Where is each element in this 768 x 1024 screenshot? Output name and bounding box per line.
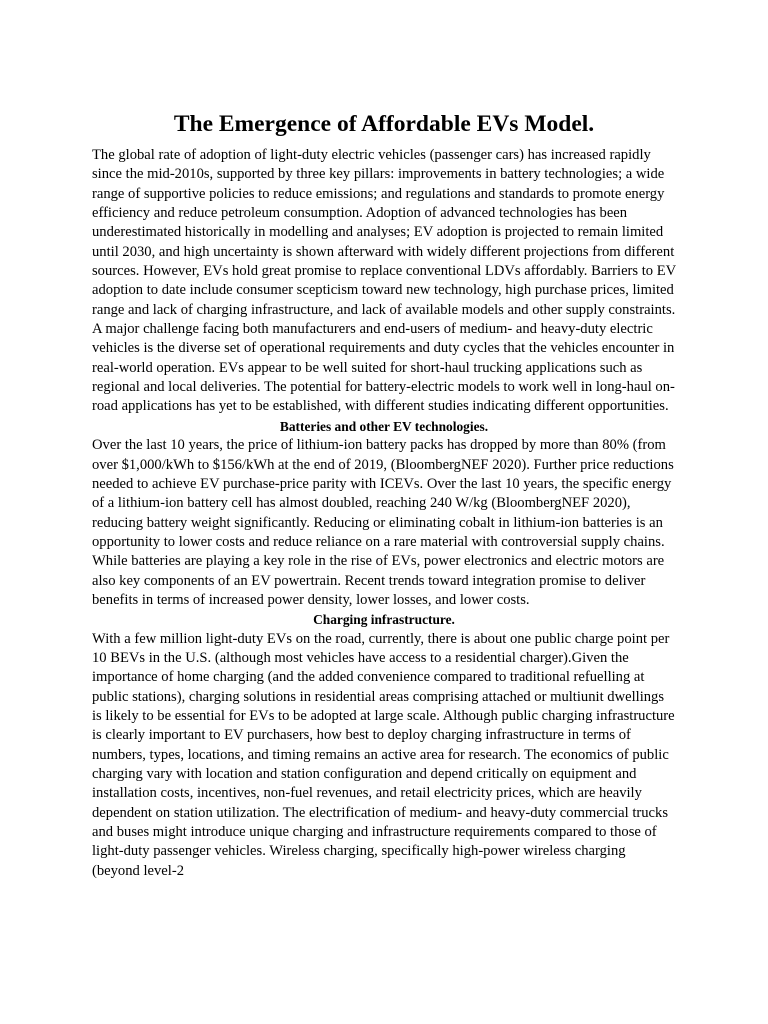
section-heading-batteries: Batteries and other EV technologies. — [279, 418, 489, 434]
document-title: The Emergence of Affordable EVs Model. — [173, 111, 595, 137]
document-body — [92, 146, 676, 881]
intro-paragraph: The global rate of adoption of light-duty electric vehicles (passenger cars) has increased rapidly since the mid-2010s, supported by three key pillars: improvements in battery technologies; a wide range of supportive policies to reduce emissions; and regulations and standards to promote energy efficiency and reduce petroleum consumption. Adoption of advanced technologies has been underestimated historically in modelling and analyses; EV adoption is projected to remain limited until 2030, and high uncertainty is shown afterward with widely different projections from different sources. However, EVs hold great promise to replace conventional LDVs affordably. Barriers to EV adoption to date include consumer scepticism toward new technology, high purchase prices, limited range and lack of charging infrastructure, and lack of available models and other supply constraints. A major challenge facing both manufacturers and end-users of medium- and heavy-duty electric vehicles is the diverse set of operational requirements and duty cycles that the vehicles encounter in real-world operation. EVs appear to be well suited for short-haul trucking applications such as regional and local deliveries. The potential for battery-electric models to work well in long-haul on-road applications has yet to be established, with different studies indicating different opportunities. — [92, 147, 676, 415]
charging-paragraph: With a few million light-duty EVs on the road, currently, there is about one public charge point per 10 BEVs in the U.S. (although most vehicles have access to a residential charger).Given the importance of home charging (and the added convenience compared to traditional refuelling at public stations), charging solutions in residential areas comprising attached or multiunit dwellings is likely to be essential for EVs to be adopted at large scale. Although public charging infrastructure is clearly important to EV purchasers, how best to deploy charging infrastructure in terms of numbers, types, locations, and timing remains an active area for research. The economics of public charging vary with location and station configuration and depend critically on equipment and installation costs, incentives, non-fuel revenues, and retail electricity prices, which are heavily dependent on station utilization. The electrification of medium- and heavy-duty commercial trucks and buses might introduce unique charging and infrastructure requirements compared to those of light-duty passenger vehicles. Wireless charging, specifically high-power wireless charging (beyond level-2 — [92, 630, 675, 879]
batteries-paragraph: Over the last 10 years, the price of lithium-ion battery packs has dropped by more than 80% (from over $1,000/kWh to $156/kWh at the end of 2019, (BloombergNEF 2020). Further price reductions needed to achieve EV purchase-price parity with ICEVs. Over the last 10 years, the specific energy of a lithium-ion battery cell has almost doubled, reaching 240 W/kg (BloombergNEF 2020), reducing battery weight significantly. Reducing or eliminating cobalt in lithium-ion batteries is an opportunity to lower costs and reduce reliance on a rare material with controversial supply chains. While batteries are playing a key role in the rise of EVs, power electronics and electric motors are also key components of an EV powertrain. Recent trends toward integration promise to deliver benefits in terms of increased power density, lower losses, and lower costs. — [92, 437, 674, 608]
section-heading-charging: Charging infrastructure. — [313, 612, 455, 628]
